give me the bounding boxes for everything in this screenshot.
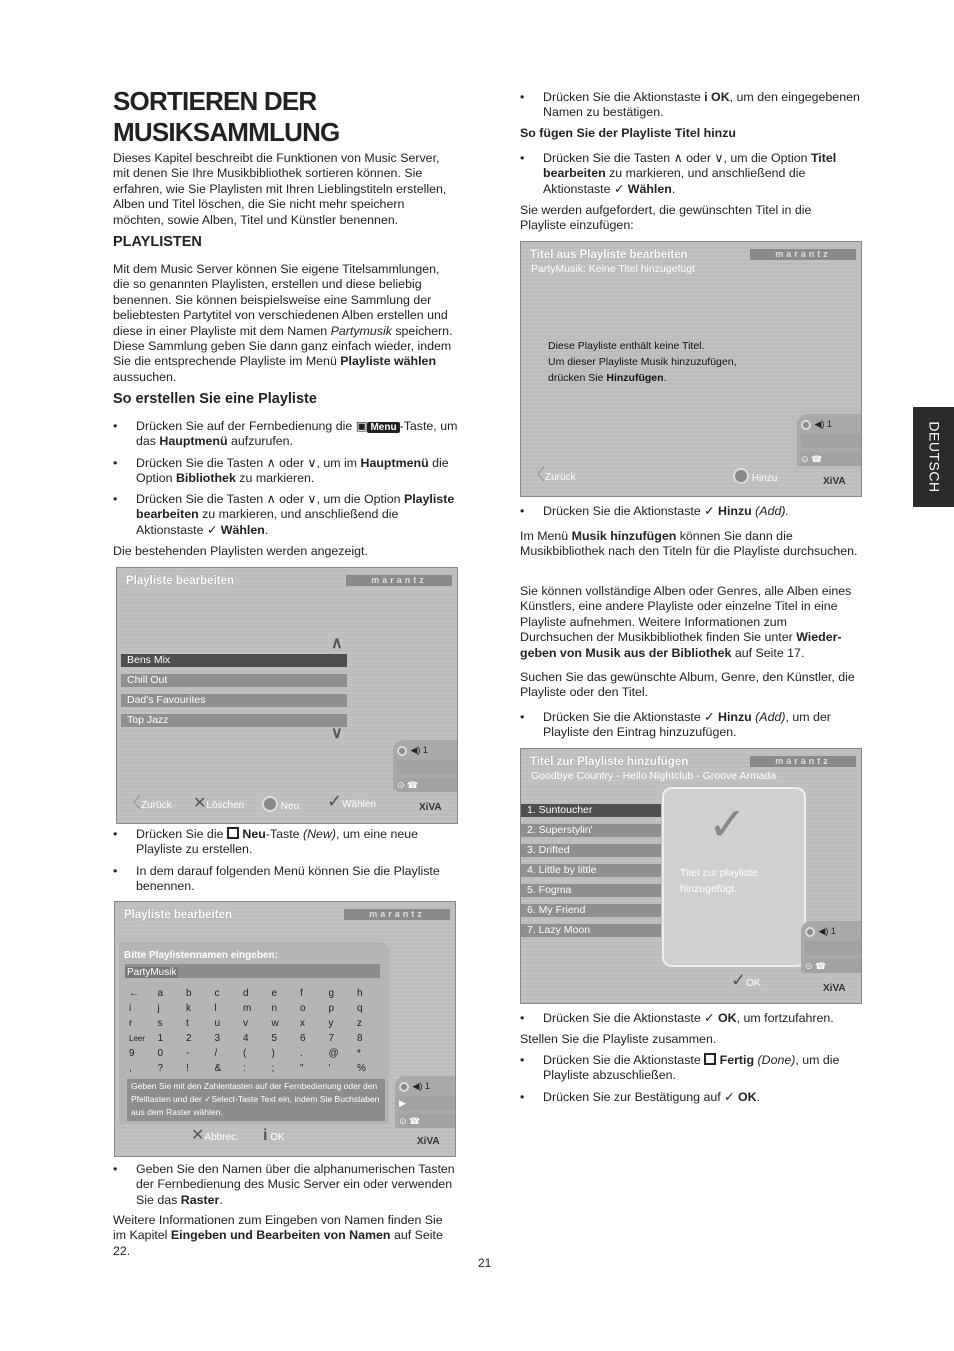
grid-key[interactable]: p <box>328 1003 335 1014</box>
status-panel <box>395 1076 455 1128</box>
grid-key[interactable]: 3 <box>214 1033 221 1044</box>
play-icon: ▶ <box>399 1096 455 1110</box>
grid-key[interactable]: " <box>300 1063 304 1074</box>
screenshot-name-entry <box>114 901 456 1157</box>
playlisten-paragraph: Mit dem Music Server können Sie eigene Titelsammlungen, die so genannten Playlisten, erstellen und diese beliebig benennen. Sie können beispielsweise eine Sammlung der beliebtesten Partytitel von verschiedenen Alben erstellen und diese in einer Playliste mit dem Namen Partymusik speichern. Diese Sammlung geben Sie dann ganz einfach wieder, indem Sie die entsprechende Playliste im Menü Playliste wählen aussuchen. <box>113 262 453 384</box>
xiva-logo: XiVA <box>823 983 846 994</box>
grid-key[interactable]: q <box>357 1003 363 1014</box>
section-heading-playlisten: PLAYLISTEN <box>113 234 202 250</box>
back-arrow-icon: 〈 <box>125 795 142 812</box>
grid-key[interactable]: m <box>243 1003 252 1014</box>
grid-key[interactable]: k <box>186 1003 191 1014</box>
subheading-erstellen: So erstellen Sie eine Playliste <box>113 391 317 407</box>
marantz-logo: marantz <box>750 249 856 260</box>
grid-key[interactable]: ) <box>271 1048 275 1059</box>
delete-button[interactable]: ✕Löschen <box>193 795 245 812</box>
list-item[interactable]: 6. My Friend <box>521 904 661 917</box>
grid-key[interactable]: v <box>243 1018 248 1029</box>
grid-key[interactable]: - <box>186 1048 190 1059</box>
subheading-hinzu: So fügen Sie der Playliste Titel hinzu <box>520 126 736 140</box>
menu-key-icon: ▣ <box>355 419 368 433</box>
grid-key[interactable]: x <box>300 1018 305 1029</box>
grid-key[interactable]: h <box>357 988 363 999</box>
checkmark-icon: ✓ <box>327 791 343 811</box>
list-item[interactable]: 1. Suntoucher <box>521 804 661 817</box>
volume-icon: ◀) 1 <box>410 745 428 755</box>
grid-key[interactable]: t <box>186 1018 189 1029</box>
grid-key[interactable]: n <box>271 1003 278 1014</box>
shown-text: Die bestehenden Playlisten werden angezeigt. <box>113 544 368 558</box>
clock-phone-icons: ⊙ ☎ <box>397 778 457 792</box>
cancel-button[interactable]: ✕Abbrec. <box>191 1127 239 1144</box>
delete-x-icon: ✕ <box>193 795 207 812</box>
chevron-up-icon: ∧ <box>331 635 343 652</box>
status-panel <box>797 414 861 466</box>
status-panel <box>801 921 861 973</box>
grid-key[interactable]: 7 <box>328 1033 335 1044</box>
cancel-x-icon: ✕ <box>191 1127 205 1144</box>
grid-key[interactable]: . <box>300 1048 303 1059</box>
screen-subtitle: PartyMusik: Keine Titel hinzugefügt <box>531 263 696 275</box>
screen-subtitle: Goodbye Country - Hello Nightclub - Groove Armada <box>531 770 777 782</box>
screen-title: Playliste bearbeiten <box>126 575 235 587</box>
list-item[interactable]: 7. Lazy Moon <box>521 924 661 937</box>
add-circle-icon <box>733 468 749 484</box>
grid-key[interactable]: 9 <box>129 1048 135 1059</box>
list-item[interactable]: 2. Superstylin' <box>521 824 661 837</box>
checkmark-icon: ✓ <box>731 970 747 990</box>
grid-key[interactable]: u <box>214 1018 221 1029</box>
clock-phone-icons: ⊙ ☎ <box>805 959 861 973</box>
status-row <box>805 941 861 955</box>
select-button[interactable]: ✓Wählen <box>327 791 376 811</box>
confirmation-popup <box>662 787 806 967</box>
grid-key[interactable]: b <box>186 988 192 999</box>
grid-key[interactable]: @ <box>328 1048 339 1059</box>
grid-key[interactable]: ? <box>157 1063 164 1074</box>
marantz-logo: marantz <box>344 909 450 920</box>
screenshot-titel-hinzufuegen <box>520 748 862 1004</box>
grid-key[interactable]: 6 <box>300 1033 306 1044</box>
page-title: SORTIEREN DER MUSIKSAMMLUNG <box>113 86 340 147</box>
screenshot-titel-bearbeiten <box>520 241 862 497</box>
grid-key[interactable]: % <box>357 1063 366 1074</box>
new-key-icon <box>227 827 239 839</box>
clock-phone-icons: ⊙ ☎ <box>801 452 861 466</box>
volume-icon: ◀) 1 <box>814 419 832 429</box>
popup-message: Titel zur playliste hinzugefügt. <box>680 867 758 895</box>
grid-key[interactable]: w <box>271 1018 279 1029</box>
chevron-down-icon: ∨ <box>331 725 343 742</box>
list-item[interactable]: Bens Mix <box>121 654 347 667</box>
grid-key[interactable]: 1 <box>157 1033 164 1044</box>
list-item[interactable]: Chill Out <box>121 674 347 687</box>
status-row <box>801 434 861 448</box>
list-item[interactable]: Dad's Favourites <box>121 694 347 707</box>
grid-key[interactable]: 5 <box>271 1033 278 1044</box>
new-button[interactable]: Neu <box>262 796 299 814</box>
empty-message: Diese Playliste enthält keine Titel. Um dieser Playliste Musik hinzuzufügen, drücken Sie Hinzufügen. <box>548 340 737 384</box>
grid-key[interactable]: y <box>328 1018 334 1029</box>
status-row <box>397 760 457 774</box>
volume-icon: ◀) 1 <box>818 926 836 936</box>
grid-key[interactable]: Leer <box>129 1034 146 1043</box>
back-arrow-icon: 〈 <box>529 467 546 484</box>
record-icon <box>801 420 811 430</box>
grid-key[interactable]: l <box>214 1003 217 1014</box>
grid-key[interactable]: ! <box>186 1063 189 1074</box>
clock-phone-icons: ⊙ ☎ <box>399 1114 455 1128</box>
grid-key[interactable]: : <box>243 1063 246 1074</box>
name-input[interactable]: PartyMusik <box>125 964 380 978</box>
info-icon: i <box>263 1127 268 1144</box>
grid-key[interactable]: i <box>129 1003 132 1014</box>
ok-button[interactable]: i OK <box>263 1127 285 1144</box>
list-item[interactable]: 5. Fogma <box>521 884 661 897</box>
grid-key[interactable]: & <box>214 1063 222 1074</box>
grid-key[interactable]: e <box>271 988 278 999</box>
checkmark-icon: ✓ <box>708 798 747 850</box>
full-albums-paragraph: Sie können vollständige Alben oder Genres, alle Alben eines Künstlers, eine andere Playliste oder einzelne Titel in eine Playliste aufnehmen. Weitere Informationen zum Durchsuchen der Musikbibliothek finden Sie unter Wieder-geben von Musik aus der Bibliothek auf Seite 17. <box>520 584 852 660</box>
grid-key[interactable]: ← <box>129 988 139 999</box>
marantz-logo: marantz <box>750 756 856 767</box>
grid-key[interactable]: , <box>129 1063 132 1074</box>
page-number: 21 <box>478 1256 492 1270</box>
help-text: Geben Sie mit den Zahlentasten auf der Fernbedienung oder den Pfeiltasten und der ✓Select-Taste Text ein, indem Sie Buchstaben aus dem Raster wählen. <box>127 1079 385 1121</box>
screen-title: Titel aus Playliste bearbeiten <box>530 249 688 261</box>
ok-button[interactable]: ✓OK <box>731 970 761 990</box>
finish-text: Stellen Sie die Playliste zusammen. <box>520 1032 717 1046</box>
search-paragraph: Suchen Sie das gewünschte Album, Genre, den Künstler, die Playliste oder den Titel. <box>520 670 855 700</box>
new-circle-icon <box>262 796 278 812</box>
status-panel <box>393 740 457 790</box>
menu-paragraph: Im Menü Musik hinzufügen können Sie dann die Musikbibliothek nach den Titeln für die Playliste durchsuchen. <box>520 529 858 559</box>
grid-key[interactable]: ' <box>328 1063 331 1074</box>
record-icon <box>805 927 815 937</box>
grid-key[interactable]: 2 <box>186 1033 192 1044</box>
record-icon <box>397 746 407 756</box>
language-tab: DEUTSCH <box>913 407 954 507</box>
add-button[interactable]: Hinzu <box>733 468 777 486</box>
grid-key[interactable]: a <box>157 988 164 999</box>
name-prompt: Bitte Playlistennamen eingeben: <box>124 950 278 961</box>
list-item[interactable]: 4. Little by little <box>521 864 661 877</box>
prompted-text: Sie werden aufgefordert, die gewünschten Titel in die Playliste einzufügen: <box>520 203 812 233</box>
record-icon <box>399 1082 409 1092</box>
grid-key[interactable]: 4 <box>243 1033 249 1044</box>
intro-paragraph: Dieses Kapitel beschreibt die Funktionen von Music Server, mit denen Sie Ihre Musikbibliothek sortieren können. Sie erfahren, wie Sie Playlisten mit Ihren Lieblingstiteln erstellen, Alben und Titel löschen, die Sie nicht mehr speichern möchten, sowie Alben, Titel und Künstler benennen. <box>113 151 447 227</box>
done-key-icon <box>704 1053 716 1065</box>
grid-key[interactable]: f <box>300 988 303 999</box>
grid-key[interactable]: c <box>214 988 220 999</box>
xiva-logo: XiVA <box>419 802 442 813</box>
back-button[interactable]: 〈Zurück <box>125 795 172 812</box>
grid-key[interactable]: r <box>129 1018 133 1029</box>
volume-icon: ◀) 1 <box>412 1081 430 1091</box>
menu-key-badge: Menu <box>367 422 399 433</box>
grid-key[interactable]: ; <box>271 1063 275 1074</box>
grid-key[interactable]: ( <box>243 1048 247 1059</box>
grid-key[interactable]: j <box>157 1003 160 1014</box>
keyboard-panel <box>119 942 389 1124</box>
grid-key[interactable]: 0 <box>157 1048 164 1059</box>
more-info-paragraph: Weitere Informationen zum Eingeben von Namen finden Sie im Kapitel Eingeben und Bearbeiten von Namen auf Seite 22. <box>113 1213 443 1258</box>
grid-key[interactable]: 8 <box>357 1033 363 1044</box>
grid-key[interactable]: z <box>357 1018 362 1029</box>
grid-key[interactable]: / <box>214 1048 218 1059</box>
screen-title: Titel zur Playliste hinzufügen <box>530 756 689 768</box>
marantz-logo: marantz <box>346 575 452 586</box>
grid-key[interactable]: d <box>243 988 249 999</box>
grid-key[interactable]: * <box>357 1048 361 1059</box>
xiva-logo: XiVA <box>823 476 846 487</box>
screen-title: Playliste bearbeiten <box>124 909 233 921</box>
list-item[interactable]: Top Jazz <box>121 714 347 727</box>
list-item[interactable]: 3. Drifted <box>521 844 661 857</box>
grid-key[interactable]: g <box>328 988 335 999</box>
grid-key[interactable]: s <box>157 1018 163 1029</box>
screenshot-playliste-bearbeiten <box>116 567 458 824</box>
grid-key[interactable]: o <box>300 1003 306 1014</box>
back-button[interactable]: 〈Zurück <box>529 467 576 484</box>
xiva-logo: XiVA <box>417 1136 440 1147</box>
